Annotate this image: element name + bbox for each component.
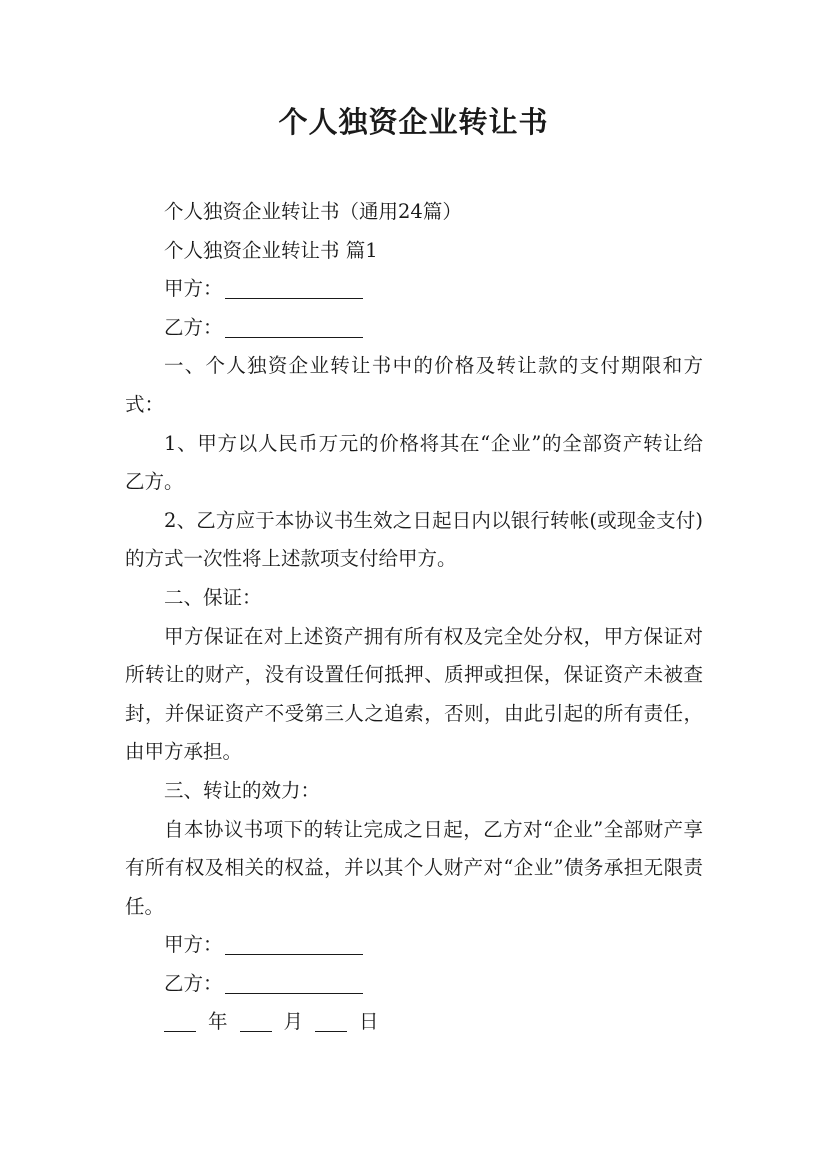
clause3-heading: 三、转让的效力： [164,778,321,802]
party-b-label: 乙方： [164,315,223,339]
clause1-heading: 一、个人独资企业转让书中的价格及转让款的支付期限和方式： [125,354,703,416]
party-a-label: 甲方： [164,277,223,301]
date-row [125,1003,703,1042]
clause3-body: 自本协议书项下的转让完成之日起，乙方对“企业”全部财产享有所有权及相关的权益，并以其个人财产对“企业”债务承担无限责任。 [125,817,703,918]
document-title: 个人独资企业转让书 [278,105,549,139]
party-a-blank [225,276,363,299]
party-b-row [125,309,703,348]
clause1-item1: 1、甲方以人民币万元的价格将其在“企业”的全部资产转让给乙方。 [125,431,703,494]
year-label: 年 [208,1010,228,1034]
day-blank [315,1009,347,1032]
sign-party-a-blank [225,932,363,955]
sign-party-a-row [125,926,703,965]
party-a-row [125,270,703,309]
year-blank [164,1009,196,1032]
clause1-item2: 2、乙方应于本协议书生效之日起日内以银行转帐(或现金支付)的方式一次性将上述款项支付给甲方。 [125,508,703,571]
clause2-body: 甲方保证在对上述资产拥有所有权及完全处分权，甲方保证对所转让的财产，没有设置任何抵押、质押或担保，保证资产未被查封，并保证资产不受第三人之追索，否则，由此引起的所有责任，由甲方承担。 [125,624,703,764]
sign-party-b-blank [225,971,363,994]
document-subtitle: 个人独资企业转让书（通用24篇） [164,200,462,223]
sign-party-b-row [125,965,703,1004]
clause2-heading: 二、保证： [164,585,262,609]
day-label: 日 [359,1010,379,1034]
document-body [125,193,703,1042]
sign-party-a-label: 甲方： [164,933,223,957]
section-heading: 个人独资企业转让书 篇1 [164,238,378,262]
sign-party-b-label: 乙方： [164,971,223,995]
party-b-blank [225,315,363,338]
month-label: 月 [283,1010,304,1034]
month-blank [240,1009,272,1032]
